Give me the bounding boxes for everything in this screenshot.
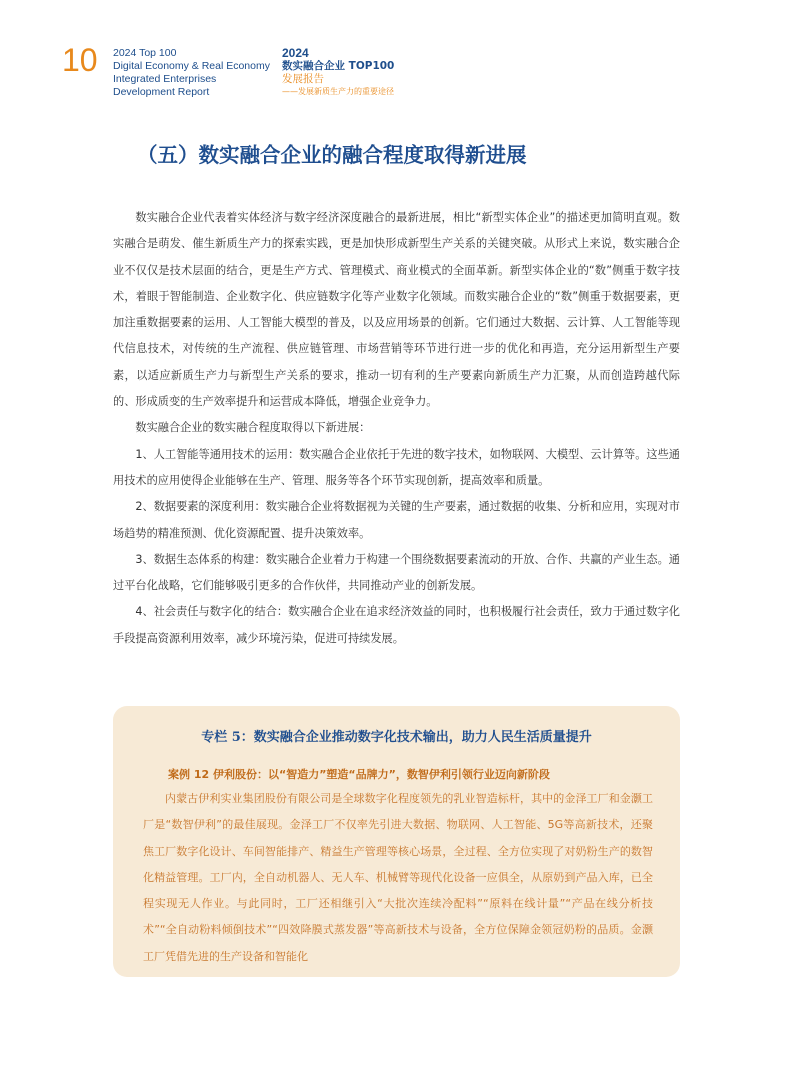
- report-title-en-line: Digital Economy & Real Economy: [113, 60, 270, 72]
- paragraph: 1、人工智能等通用技术的运用：数实融合企业依托于先进的数字技术，如物联网、大模型、云计算等。这些通用技术的应用使得企业能够在生产、管理、服务等各个环节实现创新，提高效率和质量。: [113, 447, 680, 487]
- report-title-en-line: 2024 Top 100: [113, 47, 177, 59]
- paragraph: 数实融合企业的数实融合程度取得以下新进展：: [135, 421, 371, 435]
- paragraph: 2、数据要素的深度利用：数实融合企业将数据视为关键的生产要素，通过数据的收集、分析和应用，实现对市场趋势的精准预测、优化资源配置、提升决策效率。: [113, 500, 680, 540]
- paragraph: 数实融合企业代表着实体经济与数字经济深度融合的最新进展，相比“新型实体企业”的描述更加简明直观。数实融合是萌发、催生新质生产力的探索实践，更是加快形成新型生产关系的关键突破。从形式上来说，数实融合企业不仅仅是技术层面的结合，更是生产方式、管理模式、商业模式的全面革新。新型实体企业的“数”侧重于数字技术，着眼于智能制造、企业数字化、供应链数字化等产业数字化领域。而数实融合企业的“数”侧重于数据要素，更加注重数据要素的运用、人工智能大模型的普及，以及应用场景的创新。它们通过大数据、云计算、人工智能等现代信息技术，对传统的生产流程、供应链管理、市场营销等环节进行进一步的优化和再造，充分运用新型生产要素，以适应新质生产力与新型生产关系的要求，推动一切有利的生产要素向新质生产力汇聚，从而创造跨越代际的、形成质变的生产效率提升和运营成本降低，增强企业竞争力。: [113, 211, 680, 409]
- report-title-en: [113, 47, 270, 99]
- case-title: 案例 12 伊利股份：以“智造力”塑造“品牌力”，数智伊利引领行业迈向新阶段: [168, 768, 550, 781]
- column-box-title: 专栏 5：数实融合企业推动数字化技术输出，助力人民生活质量提升: [201, 730, 592, 745]
- page-number: 10: [62, 42, 98, 78]
- report-title-cn: [282, 47, 394, 97]
- paragraph: 4、社会责任与数字化的结合：数实融合企业在追求经济效益的同时，也积极履行社会责任，致力于通过数字化手段提高资源利用效率，减少环境污染，促进可持续发展。: [113, 605, 680, 645]
- report-title: 数实融合企业 TOP100: [282, 60, 395, 72]
- report-year: 2024: [282, 46, 309, 60]
- report-title-en-line: Development Report: [113, 86, 210, 98]
- case-body: 内蒙古伊利实业集团股份有限公司是全球数字化程度领先的乳业智造标杆，其中的金泽工厂和金灏工厂是“数智伊利”的最佳展现。金泽工厂不仅率先引进大数据、物联网、人工智能、5G等高新技术，还聚焦工厂数字化设计、车间智能排产、精益生产管理等核心场景，全过程、全方位实现了对奶粉生产的数智化精益管理。工厂内，全自动机器人、无人车、机械臂等现代化设备一应俱全，从原奶到产品入库，已全程实现无人作业。与此同时，工厂还相继引入“大批次连续冷配料”“原料在线计量”“产品在线分析技术”“全自动粉料倾倒技术”“四效降膜式蒸发器”等高新技术与设备，全方位保障金领冠奶粉的品质。金灏工厂凭借先进的生产设备和智能化: [143, 792, 653, 963]
- report-subtitle: 发展报告: [282, 73, 324, 85]
- column-box: [113, 706, 680, 977]
- section-body: [113, 205, 680, 652]
- report-title-en-line: Integrated Enterprises: [113, 73, 217, 85]
- paragraph: 3、数据生态体系的构建：数实融合企业着力于构建一个围绕数据要素流动的开放、合作、共赢的产业生态。通过平台化战略，它们能够吸引更多的合作伙伴，共同推动产业的创新发展。: [113, 552, 680, 593]
- report-tagline: ——发展新质生产力的重要途径: [282, 87, 394, 96]
- section-title: （五）数实融合企业的融合程度取得新进展: [137, 143, 527, 167]
